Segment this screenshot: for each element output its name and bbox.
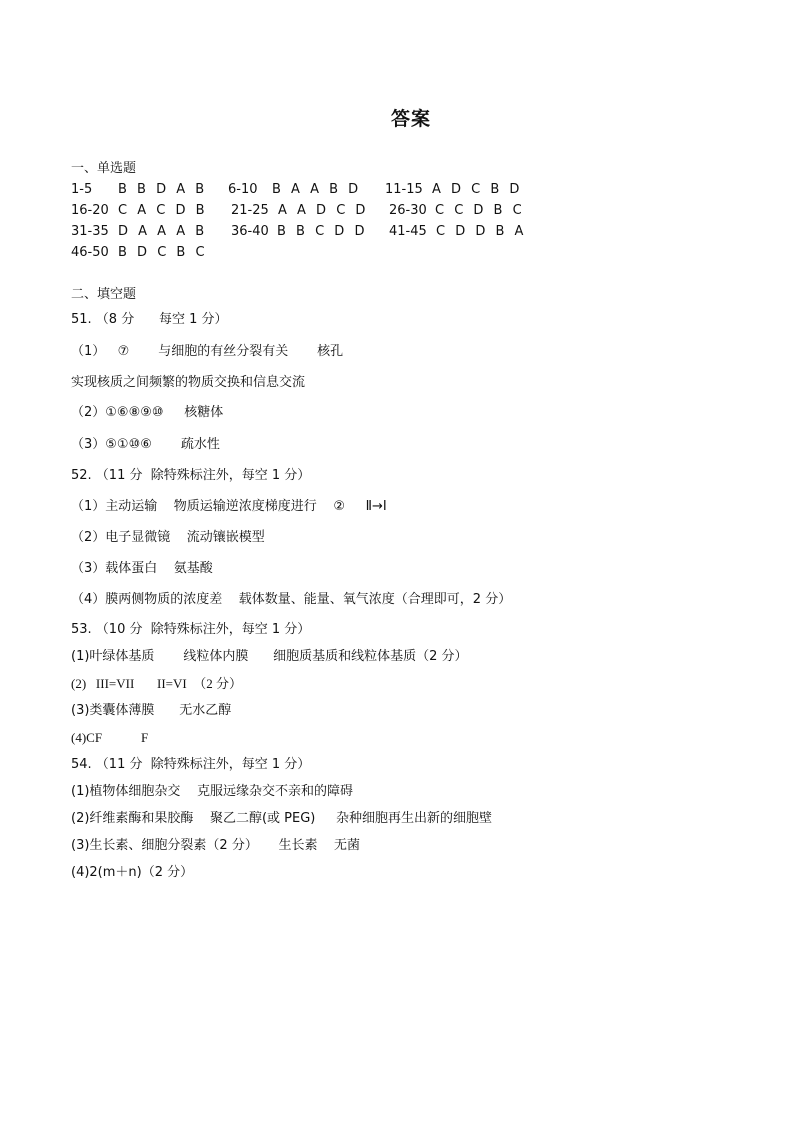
- answer-range: 46-50: [71, 245, 109, 260]
- answer-line: （1） ⑦ 与细胞的有丝分裂有关 核孔: [71, 344, 344, 359]
- answer-line: (1)叶绿体基质 线粒体内膜 细胞质基质和线粒体基质（2 分）: [71, 649, 468, 664]
- answer-letters: A A D C D: [278, 203, 369, 218]
- answer-letters: C D D B A: [436, 224, 527, 239]
- answer-range: 6-10: [228, 182, 258, 197]
- answer-letters: B D C B C: [118, 245, 208, 260]
- answer-letters: B B C D D: [277, 224, 368, 239]
- section-heading-fill-in: 二、填空题: [71, 287, 137, 302]
- question-header-53: 53. （10 分 除特殊标注外，每空 1 分）: [71, 622, 311, 637]
- question-header-52: 52. （11 分 除特殊标注外，每空 1 分）: [71, 468, 311, 483]
- answer-range: 41-45: [389, 224, 427, 239]
- answer-line: (2)纤维素酶和果胶酶 聚乙二醇(或 PEG) 杂种细胞再生出新的细胞壁: [71, 811, 493, 826]
- answer-letters: B B D A B: [118, 182, 208, 197]
- answer-line: （4）膜两侧物质的浓度差 载体数量、能量、氧气浓度（合理即可，2 分）: [71, 592, 512, 607]
- question-header-54: 54. （11 分 除特殊标注外，每空 1 分）: [71, 757, 311, 772]
- answer-line: (3)类囊体薄膜 无水乙醇: [71, 703, 232, 718]
- answer-range: 36-40: [231, 224, 269, 239]
- answer-letters: C A C D B: [118, 203, 208, 218]
- question-header-51: 51. （8 分 每空 1 分）: [71, 312, 228, 327]
- answer-letters: A D C B D: [432, 182, 523, 197]
- answer-range: 1-5: [71, 182, 93, 197]
- answer-letters: C C D B C: [435, 203, 525, 218]
- answer-letters: D A A A B: [118, 224, 208, 239]
- answer-line: （2）电子显微镜 流动镶嵌模型: [71, 530, 265, 545]
- section-heading-single-choice: 一、单选题: [71, 161, 137, 176]
- answer-line: (3)生长素、细胞分裂素（2 分） 生长素 无菌: [71, 838, 361, 853]
- answer-line: （3）载体蛋白 氨基酸: [71, 561, 213, 576]
- answer-range: 31-35: [71, 224, 109, 239]
- answer-line: (1)植物体细胞杂交 克服远缘杂交不亲和的障碍: [71, 784, 353, 799]
- answer-line: 实现核质之间频繁的物质交换和信息交流: [71, 375, 306, 390]
- answer-line: （2）①⑥⑧⑨⑩ 核糖体: [71, 405, 224, 420]
- answer-range: 16-20: [71, 203, 109, 218]
- answer-letters: B A A B D: [272, 182, 362, 197]
- answer-line: (4)CF F: [71, 730, 149, 745]
- answer-range: 21-25: [231, 203, 269, 218]
- answer-line: （3）⑤①⑩⑥ 疏水性: [71, 437, 220, 452]
- answer-range: 26-30: [389, 203, 427, 218]
- answer-line: (4)2(m＋n)（2 分）: [71, 865, 194, 880]
- answer-line: (2) III=VII II=VI （2 分）: [71, 676, 242, 691]
- answer-range: 11-15: [385, 182, 423, 197]
- page-title: 答案: [390, 108, 431, 130]
- answer-line: （1）主动运输 物质运输逆浓度梯度进行 ② Ⅱ→Ⅰ: [71, 499, 387, 514]
